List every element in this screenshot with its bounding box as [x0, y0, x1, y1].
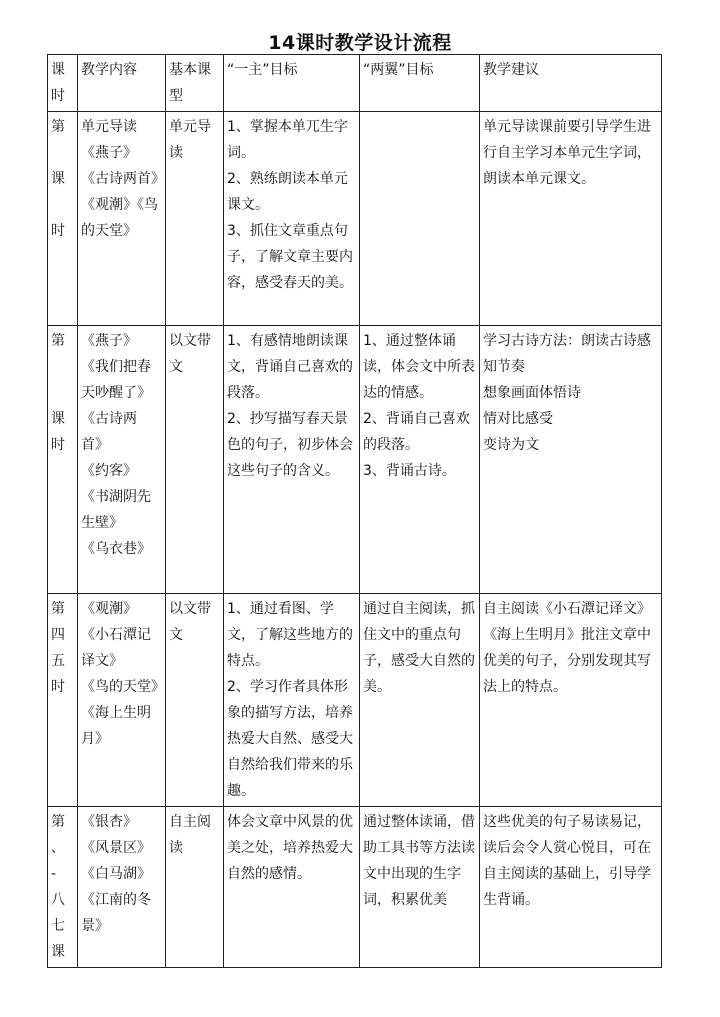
table-row: [48, 807, 662, 968]
table-row: [48, 326, 662, 594]
table-row: [48, 594, 662, 807]
period-cell: 第 课 时: [48, 326, 78, 594]
main-goal-cell: 1、有感情地朗读课文，背诵自己喜欢的段落。 2、抄写描写春天景色的句子，初步体会这些句子的含义。: [224, 326, 360, 594]
table-row: [48, 112, 662, 326]
header-type: 基本课 型: [166, 55, 224, 112]
header-main-goal: “一主”目标: [224, 55, 360, 112]
type-cell: 以文带文: [166, 594, 224, 807]
content-cell: 《银杏》 《风景区》 《白马湖》 《江南的冬景》: [78, 807, 166, 968]
page-title: 14课时教学设计流程: [268, 32, 452, 54]
wing-goal-cell: 通过自主阅读，抓住文中的重点句子，感受大自然的美。: [360, 594, 480, 807]
type-cell: 自主阅读: [166, 807, 224, 968]
main-goal-cell: 1、通过看图、学文，了解这些地方的特点。 2、学习作者具体形象的描写方法，培养热爱大自然、感受大自然给我们带来的乐趣。: [224, 594, 360, 807]
content-cell: 《观潮》 《小石潭记译文》 《鸟的天堂》《海上生明月》: [78, 594, 166, 807]
header-content: 教学内容: [78, 55, 166, 112]
advice-cell: 单元导读课前要引导学生进行自主学习本单元生字词，朗读本单元课文。: [480, 112, 662, 326]
header-advice: 教学建议: [480, 55, 662, 112]
advice-cell: 学习古诗方法：朗读古诗感知节奏 想象画面体悟诗 情对比感受 变诗为文: [480, 326, 662, 594]
content-cell: 单元导读 《燕子》 《古诗两首》《观潮》《鸟的天堂》: [78, 112, 166, 326]
main-goal-cell: 1、掌握本单兀生字词。 2、熟练朗读本单元课文。 3、抓住文章重点句子，了解文章主要内容，感受春天的美。: [224, 112, 360, 326]
wing-goal-cell: 通过整体读诵，借助工具书等方法读文中出现的生字词，积累优美: [360, 807, 480, 968]
period-cell: 第 课 时: [48, 112, 78, 326]
wing-goal-cell: [360, 112, 480, 326]
type-cell: 单元导读: [166, 112, 224, 326]
content-cell: 《燕子》 《我们把春天吵醒了》《古诗两首》 《约客》 《书湖阴先生壁》 《乌衣巷》: [78, 326, 166, 594]
main-goal-cell: 体会文章中风景的优美之处，培养热爱大自然的感情。: [224, 807, 360, 968]
period-cell: 第 四 五 时: [48, 594, 78, 807]
advice-cell: 这些优美的句子易读易记，读后会令人赏心悦目，可在自主阅读的基础上，引导学生背诵。: [480, 807, 662, 968]
wing-goal-cell: 1、通过整体诵读，体会文中所表达的情感。 2、背诵自己喜欢的段落。 3、背诵古诗。: [360, 326, 480, 594]
table-header-row: [48, 55, 662, 112]
period-cell: 第 、 - 八 七 课: [48, 807, 78, 968]
header-wing-goal: “两翼”目标: [360, 55, 480, 112]
lesson-plan-table: [47, 54, 662, 968]
type-cell: 以文带文: [166, 326, 224, 594]
advice-cell: 自主阅读《小石潭记译文》《海上生明月》批注文章中优美的句子，分别发现其写法上的特点。: [480, 594, 662, 807]
header-period: 课 时: [48, 55, 78, 112]
